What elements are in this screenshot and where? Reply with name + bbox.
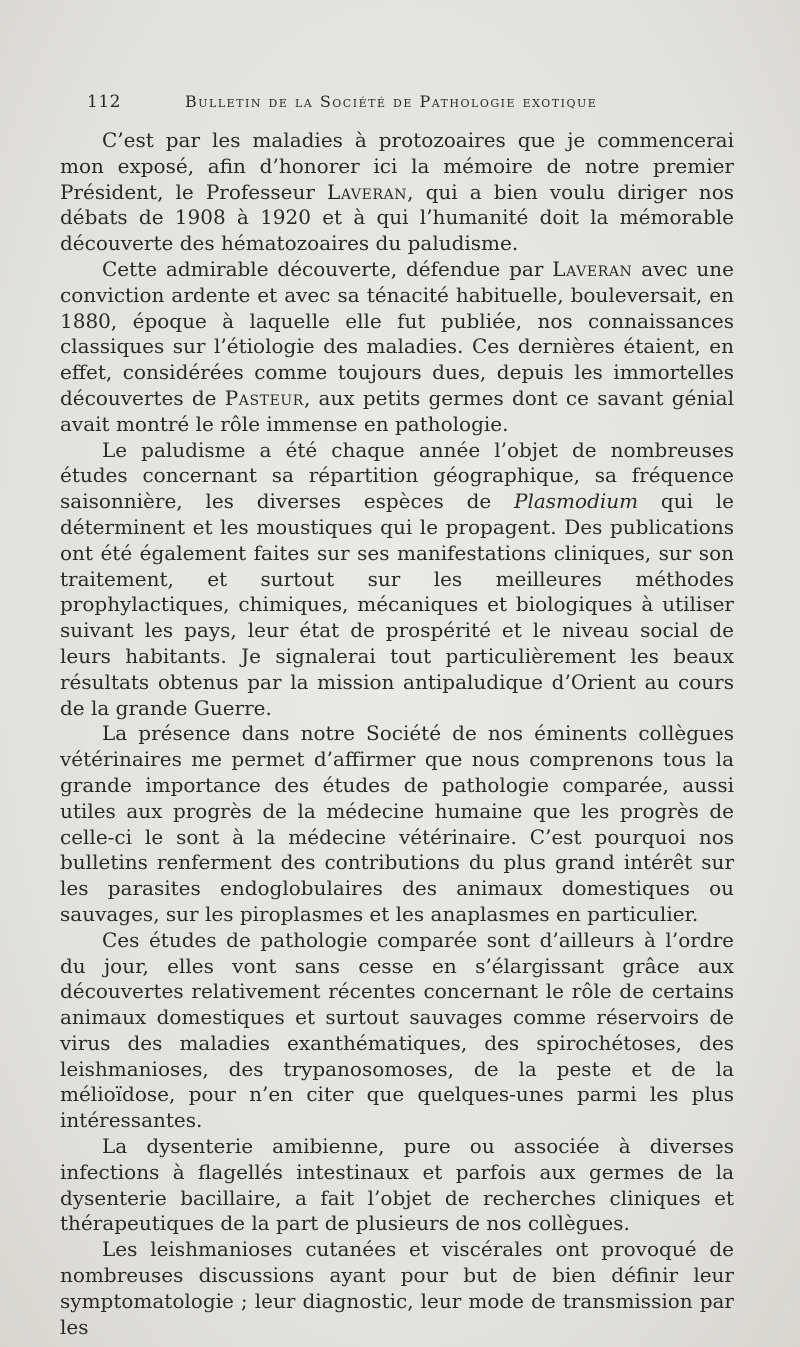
running-header (87, 92, 727, 116)
text-run: , qui a bien voulu diriger nos débats de 1908 à 1920 et à qui l’humanité doit la mémorable découverte des hématozoaires du paludisme. (60, 179, 734, 256)
paragraph (60, 1237, 734, 1340)
text-run: La dysenterie amibienne, pure ou associée à diverses infections à flagellés intestinaux et parfois aux germes de la dysenterie bacillaire, a fait l’objet de recherches cliniques et thérapeutiques de la part de plusieurs de nos collègues. (60, 1134, 734, 1236)
paragraph (60, 721, 734, 927)
author-name: Pasteur (224, 385, 304, 410)
text-run: Le paludisme a été chaque année l’objet de nombreuses études concernant sa répartition géographique, sa fréquence saisonnière, les diverses espèces de (60, 437, 734, 514)
text-run: Cette admirable découverte, défendue par (102, 256, 553, 281)
text-run: Les leishmanioses cutanées et viscérales ont provoqué de nombreuses discussions ayant pour but de bien définir leur symptomatologie ; leur diagnostic, leur mode de transmission par les (60, 1237, 734, 1339)
italic-term: Plasmodium (514, 489, 639, 514)
paragraph (60, 257, 734, 438)
text-run: , aux petits germes dont ce savant génial avait montré le rôle immense en pathologie. (60, 385, 734, 436)
text-run: avec une conviction ardente et avec sa ténacité habituelle, bouleversait, en 1880, époque à laquelle elle fut publiée, nos connaissances classiques sur l’étiologie des maladies. Ces dernières étaient, en effet, considérées comme toujours dues, depuis les immortelles découvertes de (60, 256, 735, 410)
page-number: 112 (87, 92, 121, 112)
paragraph (60, 438, 734, 722)
text-run: qui le déterminent et les moustiques qui le propagent. Des publications ont été également faites sur ses manifestations cliniques, sur son traitement, et surtout sur les meilleures méthodes prophylactiques, chimiques, mécaniques et biologiques à utiliser suivant les pays, leur état de prospérité et le niveau social de leurs habitants. Je signalerai tout particulièrement les beaux résultats obtenus par la mission antipaludique d’Orient au cours de la grande Guerre. (60, 489, 734, 720)
text-run: Ces études de pathologie comparée sont d’ailleurs à l’ordre du jour, elles vont sans cesse en s’élargissant grâce aux découvertes relativement récentes concernant le rôle de certains animaux domestiques et surtout sauvages comme réservoirs de virus des maladies exanthématiques, des spirochétoses, des leishmanioses, des trypanosomoses, de la peste et de la mélioïdose, pour n’en citer que quelques-unes parmi les plus intéressantes. (60, 927, 734, 1133)
running-head-title: Bulletin de la Société de Pathologie exotique (185, 92, 598, 111)
body-text (60, 128, 734, 1340)
paragraph (60, 1134, 734, 1237)
author-name: Laveran (552, 256, 633, 281)
text-run: La présence dans notre Société de nos éminents collègues vétérinaires me permet d’affirmer que nous comprenons tous la grande importance des études de pathologie comparée, aussi utiles aux progrès de la médecine humaine que les progrès de celle-ci le sont à la médecine vétérinaire. C’est pourquoi nos bulletins renferment des contributions du plus grand intérêt sur les parasites endoglobulaires des animaux domestiques ou sauvages, sur les piroplasmes et les anaplasmes en particulier. (60, 721, 734, 926)
text-run: C’est par les maladies à protozoaires que je commencerai mon exposé, afin d’honorer ici la mémoire de notre premier Président, le Professeur (60, 128, 734, 204)
paragraph (60, 128, 734, 257)
author-name: Laveran (327, 179, 408, 204)
paragraph (60, 928, 734, 1134)
